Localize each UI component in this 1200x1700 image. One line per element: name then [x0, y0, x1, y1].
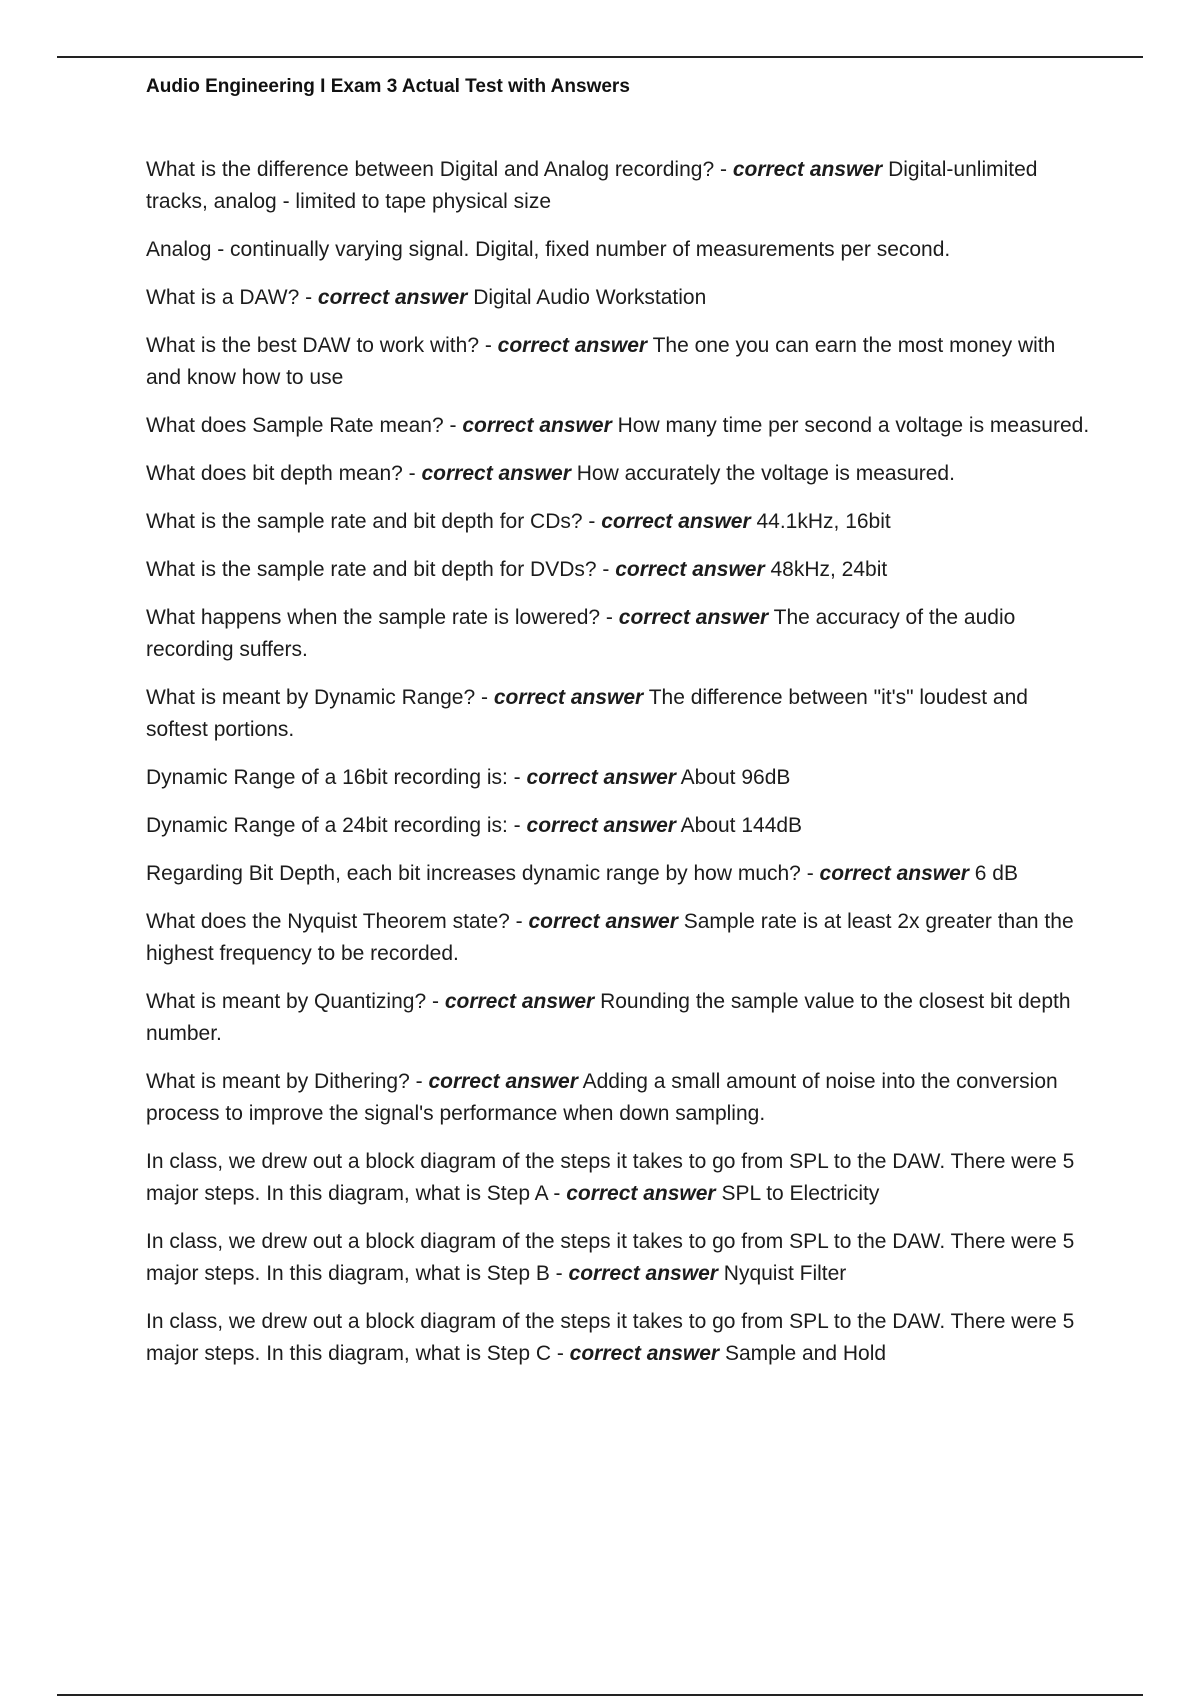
question-text: What happens when the sample rate is lowered? - — [146, 606, 619, 629]
answer-label: correct answer — [526, 814, 676, 837]
answer-text: How accurately the voltage is measured. — [576, 462, 955, 485]
document-title: Audio Engineering I Exam 3 Actual Test with Answers — [146, 76, 630, 97]
answer-label: correct answer — [444, 990, 595, 1013]
answer-label: correct answer — [566, 1182, 716, 1205]
question-text: What is the sample rate and bit depth for DVDs? - — [146, 558, 616, 581]
answer-text: SPL to Electricity — [721, 1182, 880, 1205]
question-text: What does bit depth mean? - — [146, 462, 422, 485]
answer-label: correct answer — [732, 158, 883, 181]
question-text: What does the Nyquist Theorem state? - — [146, 910, 529, 933]
qa-item-11 — [146, 762, 1092, 794]
question-text: Dynamic Range of a 16bit recording is: - — [146, 766, 527, 789]
question-text: In class, we drew out a block diagram of the steps it takes to go from SPL to the DAW. There were 5 major steps. In this diagram, what is Step B - — [146, 1230, 1075, 1285]
qa-item-19 — [146, 1306, 1092, 1370]
qa-item-5 — [146, 410, 1092, 442]
qa-item-13 — [146, 858, 1092, 890]
answer-label: correct answer — [462, 414, 612, 437]
qa-item-4 — [146, 330, 1092, 394]
question-text: What is meant by Dithering? - — [146, 1070, 429, 1093]
top-divider — [57, 56, 1143, 58]
answer-text: Adding a small amount of noise into the conversion process to improve the signal's performance when down sampling. — [146, 1070, 1058, 1125]
qa-item-9 — [146, 602, 1092, 666]
answer-text: About 144dB — [680, 814, 803, 837]
answer-label: correct answer — [421, 462, 571, 485]
answer-label: correct answer — [568, 1262, 718, 1285]
question-text: In class, we drew out a block diagram of the steps it takes to go from SPL to the DAW. There were 5 major steps. In this diagram, what is Step A - — [146, 1150, 1075, 1205]
answer-label: correct answer — [428, 1070, 578, 1093]
qa-list — [146, 154, 1092, 1370]
answer-text: 44.1kHz, 16bit — [756, 510, 891, 533]
qa-item-1 — [146, 154, 1092, 218]
bottom-divider — [57, 1694, 1143, 1696]
question-text: Regarding Bit Depth, each bit increases dynamic range by how much? - — [146, 862, 820, 885]
answer-text: 48kHz, 24bit — [770, 558, 888, 581]
qa-item-6 — [146, 458, 1092, 490]
document-page — [146, 72, 1092, 1386]
answer-text: The accuracy of the audio recording suffers. — [146, 606, 1016, 661]
question-text: What is meant by Dynamic Range? - — [146, 686, 494, 709]
question-text: What is the difference between Digital and Analog recording? - — [146, 158, 733, 181]
answer-label: correct answer — [528, 910, 678, 933]
answer-text: Digital Audio Workstation — [473, 286, 707, 309]
answer-label: correct answer — [601, 510, 751, 533]
answer-label: correct answer — [569, 1342, 720, 1365]
answer-text: How many time per second a voltage is measured. — [617, 414, 1090, 437]
qa-item-2 — [146, 234, 1092, 266]
question-text: What does Sample Rate mean? - — [146, 414, 463, 437]
qa-item-3 — [146, 282, 1092, 314]
answer-text: Analog - continually varying signal. Digital, fixed number of measurements per second. — [146, 238, 951, 261]
answer-label: correct answer — [618, 606, 769, 629]
answer-text: Digital-unlimited tracks, analog - limited to tape physical size — [146, 158, 1038, 213]
qa-item-7 — [146, 506, 1092, 538]
answer-text: Rounding the sample value to the closest bit depth number. — [146, 990, 1071, 1045]
answer-text: About 96dB — [680, 766, 791, 789]
qa-item-16 — [146, 1066, 1092, 1130]
answer-text: Nyquist Filter — [723, 1262, 847, 1285]
question-text: What is a DAW? - — [146, 286, 318, 309]
qa-item-10 — [146, 682, 1092, 746]
qa-item-12 — [146, 810, 1092, 842]
question-text: Dynamic Range of a 24bit recording is: - — [146, 814, 527, 837]
answer-label: correct answer — [526, 766, 676, 789]
qa-item-14 — [146, 906, 1092, 970]
answer-text: The one you can earn the most money with and know how to use — [146, 334, 1056, 389]
answer-label: correct answer — [497, 334, 648, 357]
question-text: What is the best DAW to work with? - — [146, 334, 498, 357]
question-text: What is the sample rate and bit depth for CDs? - — [146, 510, 602, 533]
answer-label: correct answer — [317, 286, 468, 309]
question-text: What is meant by Quantizing? - — [146, 990, 445, 1013]
answer-label: correct answer — [615, 558, 765, 581]
qa-item-8 — [146, 554, 1092, 586]
answer-text: The difference between "it's" loudest and softest portions. — [146, 686, 1028, 741]
question-text: In class, we drew out a block diagram of the steps it takes to go from SPL to the DAW. There were 5 major steps. In this diagram, what is Step C - — [146, 1310, 1075, 1365]
answer-label: correct answer — [493, 686, 644, 709]
qa-item-15 — [146, 986, 1092, 1050]
answer-text: 6 dB — [974, 862, 1018, 885]
qa-item-18 — [146, 1226, 1092, 1290]
answer-text: Sample rate is at least 2x greater than the highest frequency to be recorded. — [146, 910, 1074, 965]
qa-item-17 — [146, 1146, 1092, 1210]
answer-label: correct answer — [819, 862, 969, 885]
answer-text: Sample and Hold — [724, 1342, 887, 1365]
